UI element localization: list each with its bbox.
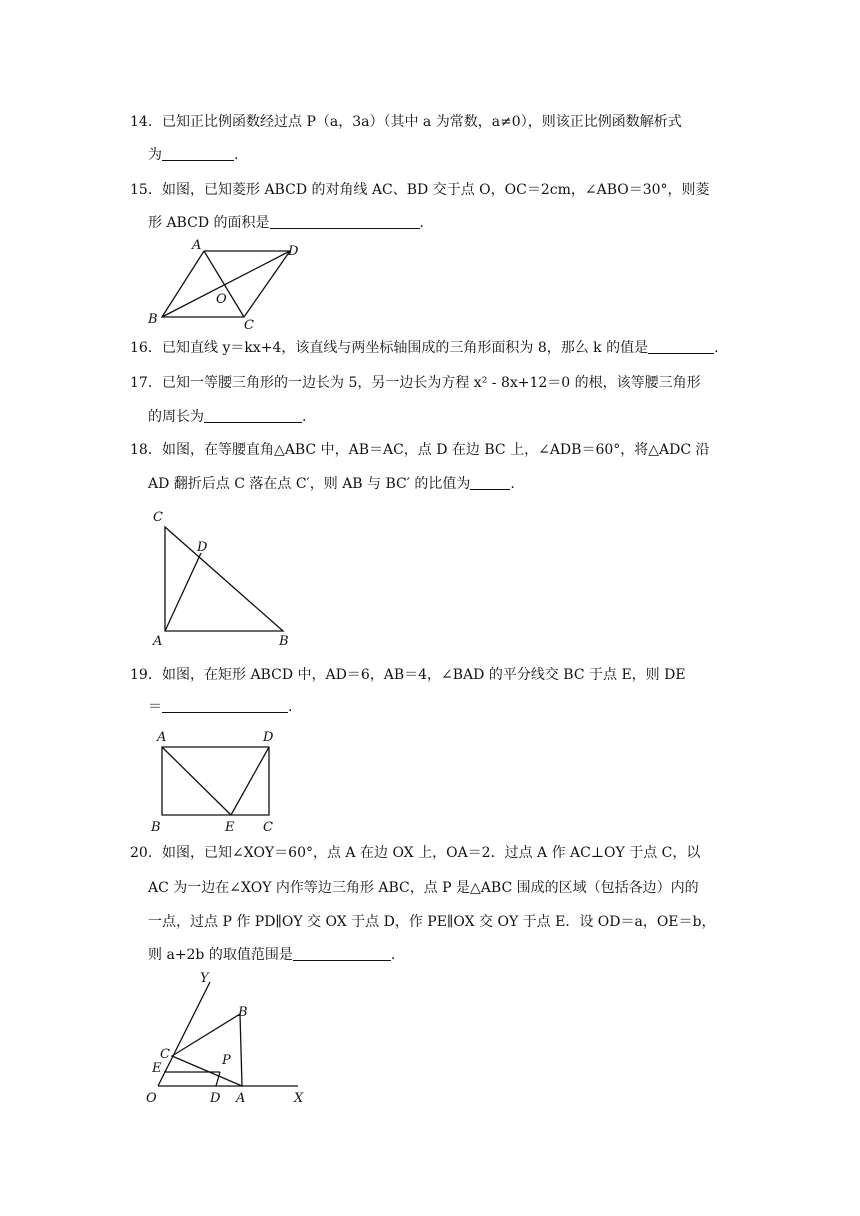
answer-prefix: AD 翻折后点 C 落在点 C′，则 AB 与 BC′ 的比值为 bbox=[148, 476, 471, 492]
label-D: D bbox=[263, 730, 274, 745]
label-P: P bbox=[222, 1053, 231, 1068]
answer-prefix: 的周长为 bbox=[148, 409, 204, 425]
label-D: D bbox=[288, 244, 299, 259]
label-E: E bbox=[152, 1061, 162, 1076]
answer-prefix: ＝ bbox=[148, 699, 162, 715]
label-E: E bbox=[225, 820, 235, 835]
label-D: D bbox=[197, 540, 208, 555]
question-number: 19． bbox=[130, 667, 162, 683]
label-A: A bbox=[153, 634, 163, 649]
answer-blank[interactable] bbox=[204, 408, 302, 423]
label-D: D bbox=[210, 1091, 221, 1106]
label-X: X bbox=[294, 1091, 304, 1106]
question-text: AC 为一边在∠XOY 内作等边三角形 ABC，点 P 是△ABC 围成的区域（包括各边）内的 bbox=[148, 880, 699, 896]
question-number: 16． bbox=[130, 340, 162, 356]
question-number: 15． bbox=[130, 182, 162, 198]
question-text: 一点，过点 P 作 PD∥OY 交 OX 于点 D，作 PE∥OX 交 OY 于点 E．设 OD＝a，OE＝b， bbox=[148, 914, 716, 930]
rectangle-figure bbox=[145, 725, 285, 835]
label-C: C bbox=[160, 1047, 170, 1062]
question-number: 17． bbox=[130, 375, 162, 391]
answer-blank[interactable] bbox=[270, 214, 420, 229]
label-B: B bbox=[279, 634, 289, 649]
answer-prefix: 为 bbox=[148, 147, 162, 163]
label-O: O bbox=[216, 292, 227, 307]
answer-blank[interactable] bbox=[470, 475, 510, 490]
answer-blank[interactable] bbox=[162, 146, 234, 161]
label-C: C bbox=[263, 820, 273, 835]
label-Y: Y bbox=[200, 971, 209, 986]
question-text: 已知一等腰三角形的一边长为 5，另一边长为方程 x² ‑ 8x+12＝0 的根，该等腰三角形 bbox=[162, 375, 701, 391]
label-B: B bbox=[238, 1005, 248, 1020]
answer-prefix: 则 a+2b 的取值范围是 bbox=[148, 947, 293, 963]
label-B: B bbox=[151, 820, 161, 835]
answer-blank[interactable] bbox=[648, 339, 714, 354]
question-text: 如图，已知菱形 ABCD 的对角线 AC、BD 交于点 O，OC＝2cm，∠ABO＝30°，则菱 bbox=[162, 182, 710, 198]
answer-blank[interactable] bbox=[293, 946, 391, 961]
answer-blank[interactable] bbox=[162, 698, 288, 713]
label-O: O bbox=[146, 1091, 157, 1106]
question-text: 已知直线 y＝kx+4，该直线与两坐标轴围成的三角形面积为 8，那么 k 的值是 bbox=[162, 340, 649, 356]
question-number: 20． bbox=[130, 845, 162, 861]
rhombus-figure bbox=[140, 235, 310, 335]
question-text: 如图，在等腰直角△ABC 中，AB＝AC，点 D 在边 BC 上，∠ADB＝60°，将△ADC 沿 bbox=[162, 442, 710, 458]
question-number: 14． bbox=[130, 114, 162, 130]
question-text: 如图，在矩形 ABCD 中，AD＝6，AB＝4，∠BAD 的平分线交 BC 于点 E，则 DE bbox=[162, 667, 686, 683]
label-C: C bbox=[153, 510, 163, 525]
label-A: A bbox=[236, 1091, 246, 1106]
answer-prefix: 形 ABCD 的面积是 bbox=[148, 215, 270, 231]
question-text: 已知正比例函数经过点 P（a，3a）（其中 a 为常数，a≠0），则该正比例函数解析式 bbox=[162, 114, 682, 130]
label-B: B bbox=[148, 312, 158, 327]
isosceles-right-triangle-figure bbox=[145, 505, 305, 650]
question-number: 18． bbox=[130, 442, 162, 458]
label-C: C bbox=[244, 318, 254, 333]
question-text: 如图，已知∠XOY＝60°，点 A 在边 OX 上，OA＝2．过点 A 作 AC⊥OY 于点 C，以 bbox=[162, 845, 701, 861]
angle-xoy-figure bbox=[140, 968, 320, 1108]
label-A: A bbox=[192, 238, 202, 253]
label-A: A bbox=[157, 730, 167, 745]
